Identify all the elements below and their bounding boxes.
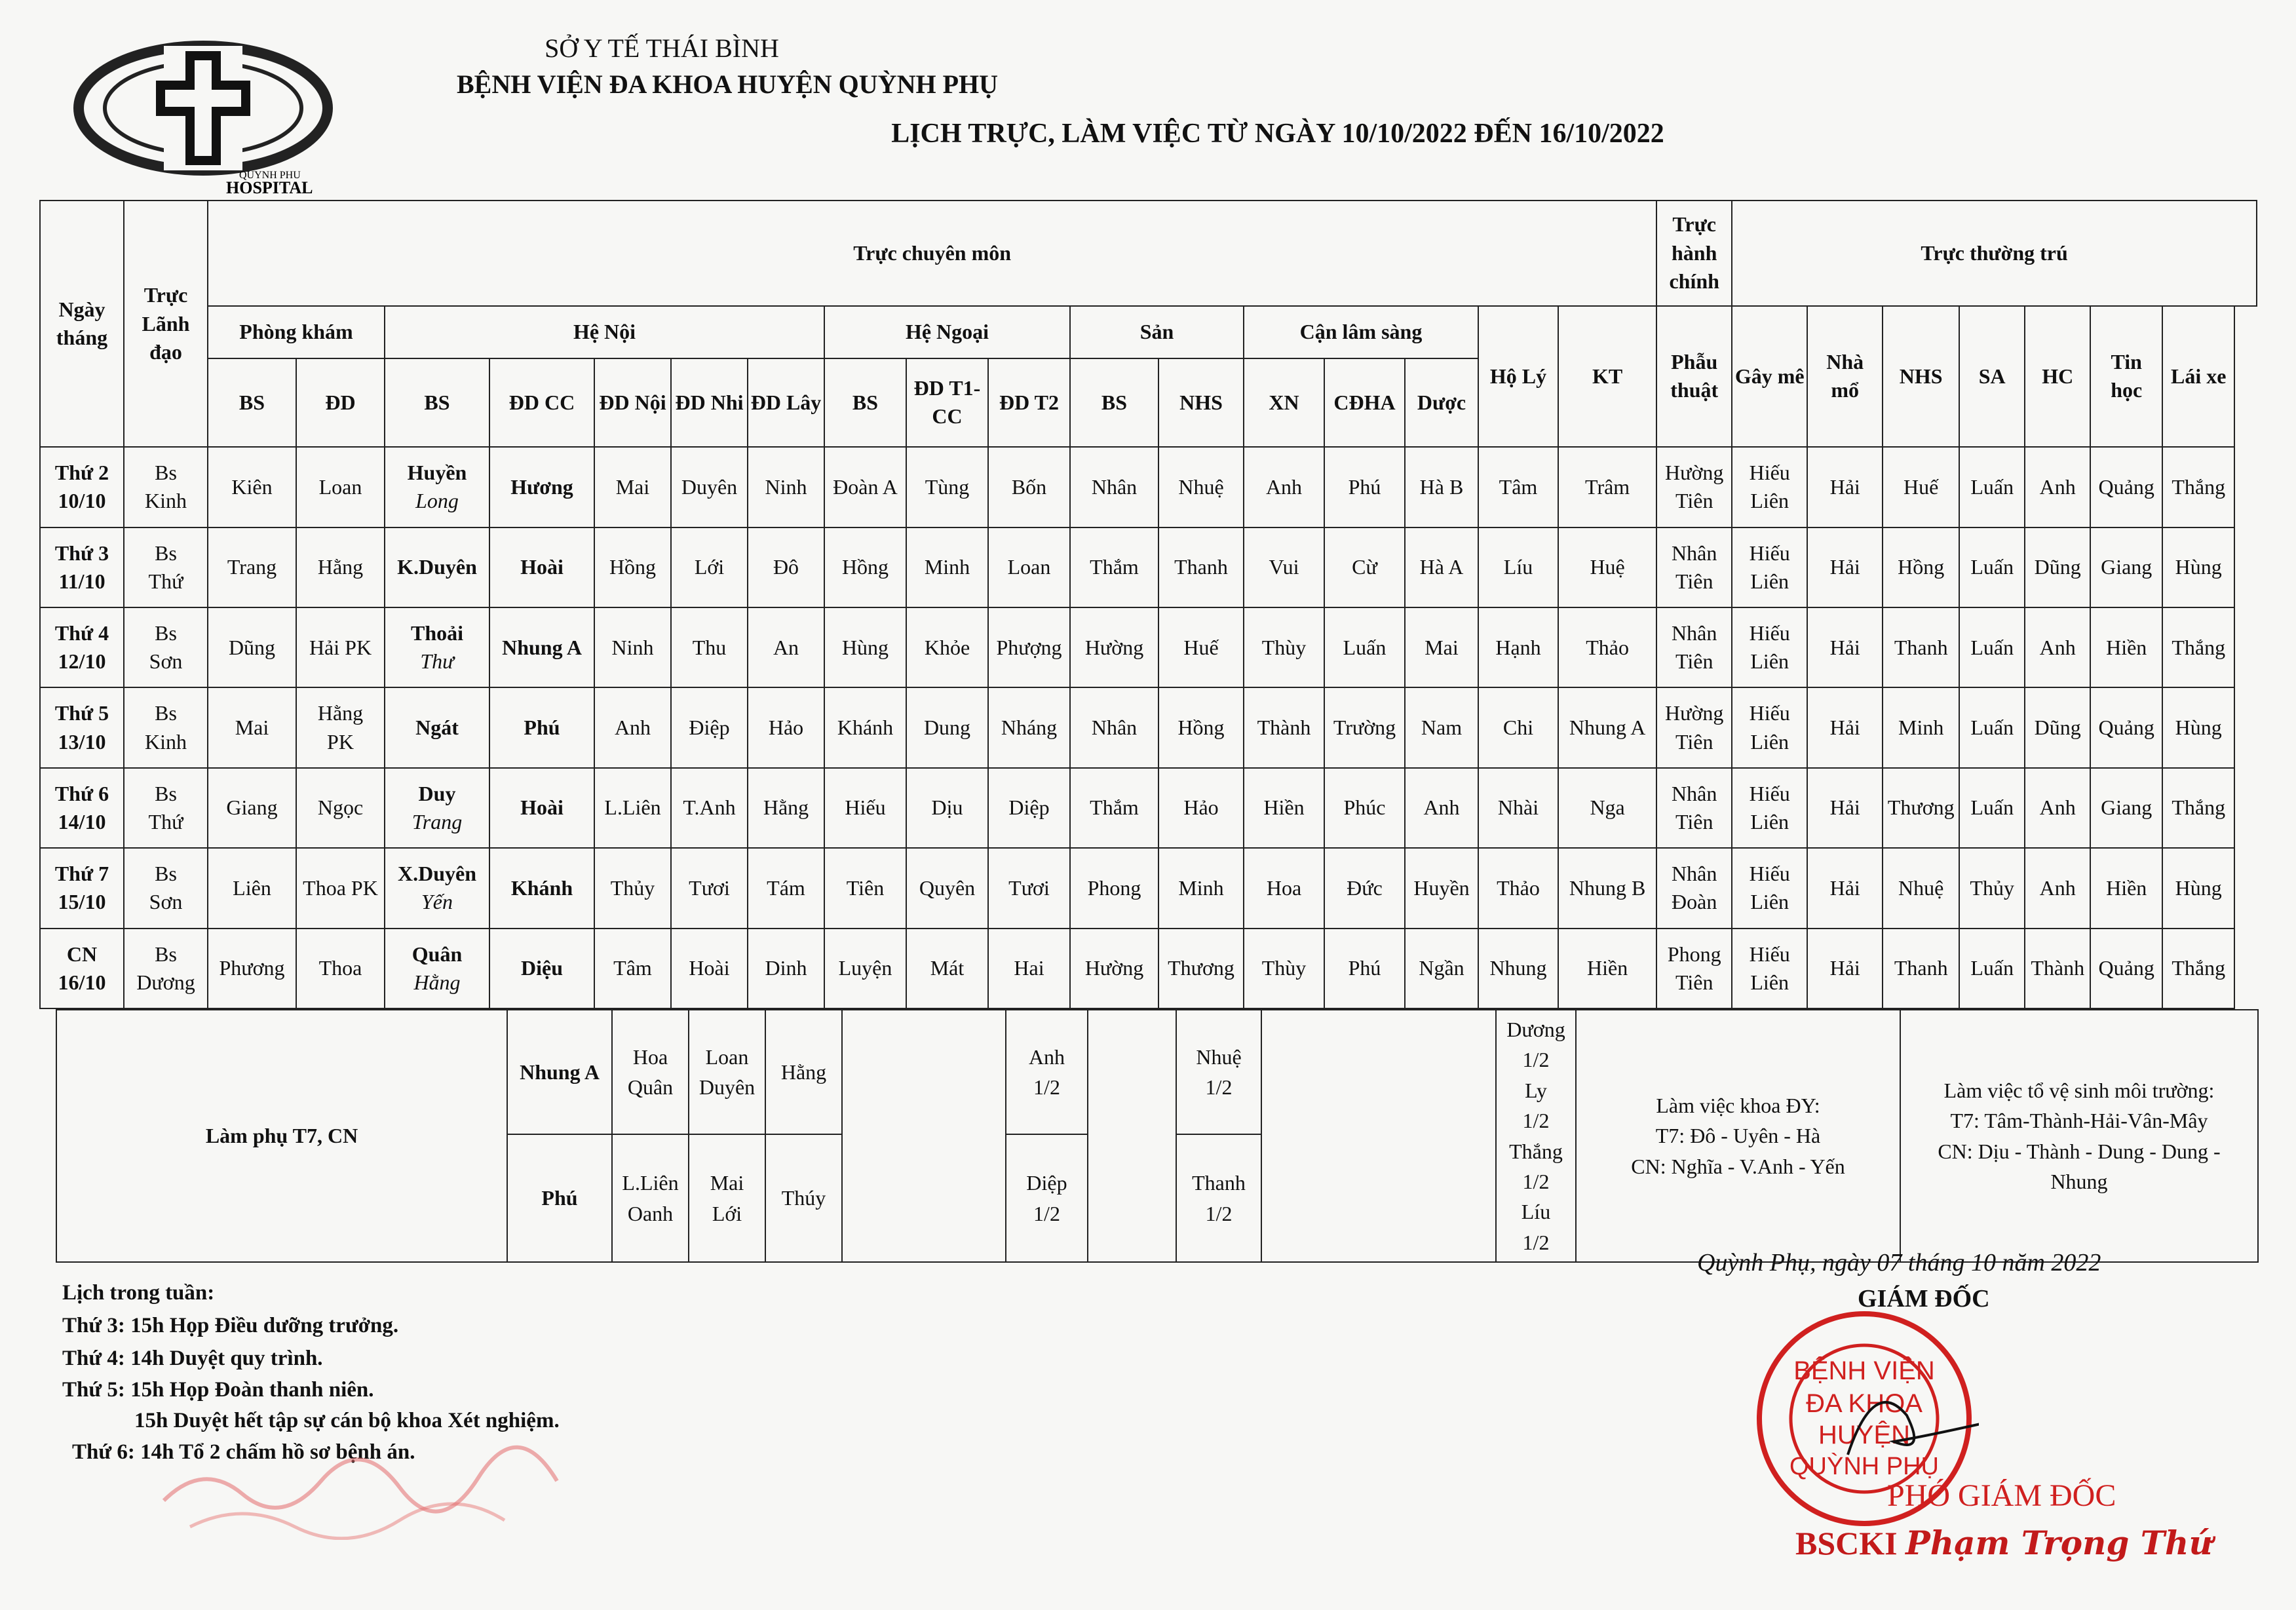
- cell-kt: Nhung B: [1558, 848, 1656, 928]
- cell-xn: Thùy: [1244, 607, 1324, 687]
- cell-san-nhs: Thương: [1158, 929, 1244, 1008]
- cell-kt: Hiền: [1558, 929, 1656, 1008]
- seal-line: BỆNH VIỆN: [1793, 1356, 1935, 1385]
- extra-lay-1: Hằng: [765, 1010, 842, 1134]
- hospital-logo: [72, 33, 334, 197]
- cell-hn-bs: Ngát: [385, 687, 489, 767]
- cell-hn-ddcc: Nhung A: [489, 607, 594, 687]
- cell-ng-t1: Dung: [906, 687, 988, 767]
- col-sa: SA: [1959, 306, 2025, 448]
- cell-xn: Vui: [1244, 527, 1324, 607]
- cell-pk-dd: Hải PK: [296, 607, 385, 687]
- extra-nhi-2: Mai Lới: [689, 1134, 765, 1262]
- signer-line: [1795, 1524, 2213, 1562]
- cell-cdha: Phú: [1324, 929, 1405, 1008]
- cell-nm: Hải: [1807, 447, 1883, 527]
- sub-dd-nhi: ĐD Nhi: [671, 358, 748, 447]
- cell-ng-t2: Loan: [988, 527, 1070, 607]
- cell-kt: Huệ: [1558, 527, 1656, 607]
- cell-sa: Luấn: [1959, 929, 2025, 1008]
- cell-th: Quảng: [2090, 929, 2162, 1008]
- logo-bottom-text: HOSPITAL: [226, 178, 313, 197]
- cell-ng-bs: Khánh: [824, 687, 906, 767]
- cell-san-nhs: Hảo: [1158, 768, 1244, 848]
- cell-holy: Nhài: [1478, 768, 1558, 848]
- cell-san-nhs: Minh: [1158, 848, 1244, 928]
- sub-ng-bs: BS: [824, 358, 906, 447]
- cell-dd-lay: Hằng: [748, 768, 824, 848]
- cell-dd-noi: Thủy: [594, 848, 671, 928]
- cell-duoc: Huyền: [1405, 848, 1478, 928]
- cell-duoc: Mai: [1405, 607, 1478, 687]
- extra-ddcc-1: Nhung A: [507, 1010, 612, 1134]
- ve-sinh-note: Làm việc tổ vệ sinh môi trường: T7: Tâm-Thành-Hải-Vân-Mây CN: Dịu - Thành - Dung - Dung - Nhung: [1900, 1010, 2258, 1262]
- cell-hn-ddcc: Hoài: [489, 768, 594, 848]
- cell-leader: Bs Dương: [124, 929, 208, 1008]
- cell-pk-dd: Hằng PK: [296, 687, 385, 767]
- group-truc-chuyen-mon: Trực chuyên môn: [208, 201, 1656, 306]
- cell-cdha: Đức: [1324, 848, 1405, 928]
- cell-leader: Bs Thứ: [124, 527, 208, 607]
- cell-lx: Hùng: [2162, 527, 2234, 607]
- weekly-line: Thứ 3: 15h Họp Điều dưỡng trưởng.: [62, 1314, 399, 1337]
- col-truc-lanh-dao: Trực Lãnh đạo: [124, 201, 208, 447]
- cell-ng-bs: Đoàn A: [824, 447, 906, 527]
- cell-duoc: Nam: [1405, 687, 1478, 767]
- cell-pk-dd: Hằng: [296, 527, 385, 607]
- cell-dd-lay: Đô: [748, 527, 824, 607]
- cell-cdha: Phú: [1324, 447, 1405, 527]
- schedule-row: [40, 607, 2257, 687]
- cell-dd-nhi: T.Anh: [671, 768, 748, 848]
- sub-pk-bs: BS: [208, 358, 296, 447]
- cell-kt: Nhung A: [1558, 687, 1656, 767]
- cell-hn-ddcc: Hương: [489, 447, 594, 527]
- cell-dd-noi: Anh: [594, 687, 671, 767]
- extra-t2-1: Anh 1/2: [1006, 1010, 1088, 1134]
- col-ngay-thang: Ngày tháng: [40, 201, 124, 447]
- cell-lx: Thắng: [2162, 768, 2234, 848]
- cell-kt: Thảo: [1558, 607, 1656, 687]
- cell-sa: Thủy: [1959, 848, 2025, 928]
- cell-pk-bs: Trang: [208, 527, 296, 607]
- cell-nm: Hải: [1807, 929, 1883, 1008]
- cell-dd-nhi: Lới: [671, 527, 748, 607]
- cell-day: Thứ 2 10/10: [40, 447, 124, 527]
- extra-t2-2: Diệp 1/2: [1006, 1134, 1088, 1262]
- cell-ng-t1: Minh: [906, 527, 988, 607]
- sub-hn-bs: BS: [385, 358, 489, 447]
- cell-hn-ddcc: Khánh: [489, 848, 594, 928]
- sub-cdha: CĐHA: [1324, 358, 1405, 447]
- extra-nhs-2: Thanh 1/2: [1176, 1134, 1261, 1262]
- cell-nm: Hải: [1807, 607, 1883, 687]
- signer-prefix: BSCKI: [1795, 1525, 1898, 1562]
- cell-hc: Dũng: [2025, 527, 2090, 607]
- cell-pk-bs: Kiên: [208, 447, 296, 527]
- schedule-row: [40, 447, 2257, 527]
- cell-th: Hiền: [2090, 607, 2162, 687]
- cell-hc: Dũng: [2025, 687, 2090, 767]
- cell-hc: Anh: [2025, 768, 2090, 848]
- sub-san-bs: BS: [1070, 358, 1158, 447]
- cell-san-bs: Thắm: [1070, 527, 1158, 607]
- sub-dd-noi: ĐD Nội: [594, 358, 671, 447]
- cell-ng-t1: Tùng: [906, 447, 988, 527]
- sub-ng-t1: ĐD T1-CC: [906, 358, 988, 447]
- seal-line: QUỲNH PHỤ: [1789, 1453, 1940, 1480]
- cell-dd-noi: Tâm: [594, 929, 671, 1008]
- cell-nhs: Thanh: [1883, 607, 1959, 687]
- schedule-row: [40, 929, 2257, 1008]
- cell-sa: Luấn: [1959, 447, 2025, 527]
- cell-ng-t2: Diệp: [988, 768, 1070, 848]
- cell-lx: Hùng: [2162, 687, 2234, 767]
- sub-pk-dd: ĐD: [296, 358, 385, 447]
- cell-pk-dd: Ngọc: [296, 768, 385, 848]
- cell-leader: Bs Kinh: [124, 687, 208, 767]
- cell-leader: Bs Thứ: [124, 768, 208, 848]
- cell-san-bs: Nhân: [1070, 687, 1158, 767]
- cell-duoc: Hà B: [1405, 447, 1478, 527]
- cell-ng-bs: Luyện: [824, 929, 906, 1008]
- cell-pt: Nhân Tiên: [1656, 527, 1732, 607]
- cell-dd-nhi: Hoài: [671, 929, 748, 1008]
- sub-san-nhs: NHS: [1158, 358, 1244, 447]
- col-hc: HC: [2025, 306, 2090, 448]
- extra-nhs-1: Nhuệ 1/2: [1176, 1010, 1261, 1134]
- cell-hc: Anh: [2025, 447, 2090, 527]
- cell-holy: Tâm: [1478, 447, 1558, 527]
- cell-pk-bs: Mai: [208, 687, 296, 767]
- cell-pk-bs: Liên: [208, 848, 296, 928]
- cell-hn-ddcc: Diệu: [489, 929, 594, 1008]
- cell-xn: Thùy: [1244, 929, 1324, 1008]
- weekly-line: Thứ 6: 14h Tổ 2 chấm hồ sơ bệnh án.: [72, 1440, 415, 1464]
- extra-holy: Dương 1/2 Ly 1/2 Thắng 1/2 Líu 1/2: [1496, 1010, 1576, 1262]
- cell-nhs: Nhuệ: [1883, 848, 1959, 928]
- cell-hn-ddcc: Phú: [489, 687, 594, 767]
- sub-dd-lay: ĐD Lây: [748, 358, 824, 447]
- cell-duoc: Anh: [1405, 768, 1478, 848]
- extra-empty-cls: [1261, 1010, 1496, 1262]
- cell-san-nhs: Hồng: [1158, 687, 1244, 767]
- cell-lx: Thắng: [2162, 447, 2234, 527]
- sign-date: Quỳnh Phụ, ngày 07 tháng 10 năm 2022: [1697, 1249, 2101, 1276]
- extra-ddcc-2: Phú: [507, 1134, 612, 1262]
- cell-dd-lay: Dinh: [748, 929, 824, 1008]
- cell-hc: Thành: [2025, 929, 2090, 1008]
- extra-noi-1: Hoa Quân: [612, 1010, 689, 1134]
- schedule-row: [40, 768, 2257, 848]
- cell-ng-t2: Nháng: [988, 687, 1070, 767]
- extra-lay-2: Thúy: [765, 1134, 842, 1262]
- weekly-line: Thứ 4: 14h Duyệt quy trình.: [62, 1347, 323, 1370]
- duty-schedule-table: [39, 200, 2257, 1009]
- cell-san-bs: Nhân: [1070, 447, 1158, 527]
- cell-sa: Luấn: [1959, 607, 2025, 687]
- lam-phu-label: Làm phụ T7, CN: [56, 1010, 507, 1262]
- hospital-name: BỆNH VIỆN ĐA KHOA HUYỆN QUỲNH PHỤ: [456, 69, 998, 99]
- cell-sa: Luấn: [1959, 768, 2025, 848]
- schedule-row: [40, 848, 2257, 928]
- cell-cdha: Luấn: [1324, 607, 1405, 687]
- cell-lx: Hùng: [2162, 848, 2234, 928]
- cell-gm: Hiếu Liên: [1732, 447, 1807, 527]
- cell-dd-lay: Hảo: [748, 687, 824, 767]
- logo-top-text: QUYNH PHU: [239, 170, 301, 181]
- cell-pk-bs: Giang: [208, 768, 296, 848]
- cell-pt: Nhân Tiên: [1656, 607, 1732, 687]
- cell-pk-dd: Thoa PK: [296, 848, 385, 928]
- cell-hn-bs: X.Duyên Yến: [385, 848, 489, 928]
- cell-pk-dd: Thoa: [296, 929, 385, 1008]
- cell-nhs: Hồng: [1883, 527, 1959, 607]
- cell-dd-lay: Ninh: [748, 447, 824, 527]
- cell-dd-noi: Mai: [594, 447, 671, 527]
- cell-ng-t2: Tươi: [988, 848, 1070, 928]
- group-truc-thuong-tru: Trực thường trú: [1732, 201, 2257, 306]
- group-phong-kham: Phòng khám: [208, 306, 385, 358]
- cell-ng-bs: Hùng: [824, 607, 906, 687]
- col-nhs: NHS: [1883, 306, 1959, 448]
- cell-ng-t1: Mát: [906, 929, 988, 1008]
- cell-th: Giang: [2090, 768, 2162, 848]
- cell-gm: Hiếu Liên: [1732, 768, 1807, 848]
- cell-holy: Hạnh: [1478, 607, 1558, 687]
- cell-holy: Thảo: [1478, 848, 1558, 928]
- cell-th: Giang: [2090, 527, 2162, 607]
- cell-san-bs: Hường: [1070, 607, 1158, 687]
- cell-day: CN 16/10: [40, 929, 124, 1008]
- cell-hn-bs: Huyền Long: [385, 447, 489, 527]
- group-truc-hanh-chinh: Trực hành chính: [1656, 201, 1732, 306]
- cell-kt: Trâm: [1558, 447, 1656, 527]
- cell-san-bs: Thắm: [1070, 768, 1158, 848]
- cell-pk-bs: Dũng: [208, 607, 296, 687]
- cell-dd-nhi: Tươi: [671, 848, 748, 928]
- cell-leader: Bs Kinh: [124, 447, 208, 527]
- schedule-row: [40, 527, 2257, 607]
- sub-duoc: Dược: [1405, 358, 1478, 447]
- cell-nm: Hải: [1807, 848, 1883, 928]
- weekly-line: 15h Duyệt hết tập sự cán bộ khoa Xét nghiệm.: [134, 1409, 560, 1432]
- sub-xn: XN: [1244, 358, 1324, 447]
- cell-day: Thứ 7 15/10: [40, 848, 124, 928]
- cell-ng-bs: Hồng: [824, 527, 906, 607]
- group-he-noi: Hệ Nội: [385, 306, 824, 358]
- cell-holy: Nhung: [1478, 929, 1558, 1008]
- cell-sa: Luấn: [1959, 527, 2025, 607]
- cell-dd-noi: Ninh: [594, 607, 671, 687]
- cell-kt: Nga: [1558, 768, 1656, 848]
- cell-pt: Hường Tiên: [1656, 687, 1732, 767]
- ghost-stamp-mark: [151, 1422, 622, 1540]
- cell-nhs: Huế: [1883, 447, 1959, 527]
- cell-nm: Hải: [1807, 768, 1883, 848]
- cell-xn: Hoa: [1244, 848, 1324, 928]
- cell-th: Quảng: [2090, 687, 2162, 767]
- cell-hn-bs: Duy Trang: [385, 768, 489, 848]
- sub-ng-t2: ĐD T2: [988, 358, 1070, 447]
- cell-pt: Nhân Đoàn: [1656, 848, 1732, 928]
- cell-holy: Chi: [1478, 687, 1558, 767]
- cell-lx: Thắng: [2162, 929, 2234, 1008]
- col-ho-ly: Hộ Lý: [1478, 306, 1558, 448]
- cell-dd-nhi: Duyên: [671, 447, 748, 527]
- seal-line: ĐA KHOA: [1806, 1389, 1923, 1418]
- col-nha-mo: Nhà mổ: [1807, 306, 1883, 448]
- header-row-2: [40, 306, 2257, 358]
- cell-xn: Anh: [1244, 447, 1324, 527]
- cell-day: Thứ 4 12/10: [40, 607, 124, 687]
- cell-dd-nhi: Điệp: [671, 687, 748, 767]
- cell-day: Thứ 3 11/10: [40, 527, 124, 607]
- schedule-row: [40, 687, 2257, 767]
- cell-ng-bs: Hiếu: [824, 768, 906, 848]
- cell-leader: Bs Sơn: [124, 607, 208, 687]
- col-phau-thuat: Phẫu thuật: [1656, 306, 1732, 448]
- group-san: Sản: [1070, 306, 1244, 358]
- cell-holy: Líu: [1478, 527, 1558, 607]
- cell-cdha: Cừ: [1324, 527, 1405, 607]
- cell-th: Hiền: [2090, 848, 2162, 928]
- cell-gm: Hiếu Liên: [1732, 929, 1807, 1008]
- cell-hn-bs: Thoải Thư: [385, 607, 489, 687]
- cell-gm: Hiếu Liên: [1732, 687, 1807, 767]
- cell-nm: Hải: [1807, 527, 1883, 607]
- extra-nhi-1: Loan Duyên: [689, 1010, 765, 1134]
- cell-cdha: Trường: [1324, 687, 1405, 767]
- cell-day: Thứ 6 14/10: [40, 768, 124, 848]
- extra-duty-table: [56, 1009, 2259, 1263]
- cell-xn: Hiền: [1244, 768, 1324, 848]
- cell-pt: Phong Tiên: [1656, 929, 1732, 1008]
- cell-th: Quảng: [2090, 447, 2162, 527]
- cell-leader: Bs Sơn: [124, 848, 208, 928]
- cell-dd-noi: L.Liên: [594, 768, 671, 848]
- cell-duoc: Hà A: [1405, 527, 1478, 607]
- cell-gm: Hiếu Liên: [1732, 607, 1807, 687]
- cell-dd-lay: An: [748, 607, 824, 687]
- cell-pt: Hường Tiên: [1656, 447, 1732, 527]
- col-gay-me: Gây mê: [1732, 306, 1807, 448]
- cell-dd-nhi: Thu: [671, 607, 748, 687]
- col-kt: KT: [1558, 306, 1656, 448]
- cell-dd-lay: Tám: [748, 848, 824, 928]
- weekly-title: Lịch trong tuần:: [62, 1281, 215, 1305]
- cell-san-bs: Hường: [1070, 929, 1158, 1008]
- cell-day: Thứ 5 13/10: [40, 687, 124, 767]
- cell-hn-bs: K.Duyên: [385, 527, 489, 607]
- cell-ng-bs: Tiên: [824, 848, 906, 928]
- cell-nhs: Thanh: [1883, 929, 1959, 1008]
- cell-san-nhs: Thanh: [1158, 527, 1244, 607]
- khoa-dy-note: Làm việc khoa ĐY: T7: Đô - Uyên - Hà CN: Nghĩa - V.Anh - Yến: [1576, 1010, 1900, 1262]
- signer-name: Phạm Trọng Thứ: [1905, 1524, 2213, 1562]
- cell-duoc: Ngần: [1405, 929, 1478, 1008]
- cell-nm: Hải: [1807, 687, 1883, 767]
- cell-san-nhs: Huế: [1158, 607, 1244, 687]
- col-tin-hoc: Tin học: [2090, 306, 2162, 448]
- cell-ng-t2: Bốn: [988, 447, 1070, 527]
- cell-gm: Hiếu Liên: [1732, 848, 1807, 928]
- sub-hn-ddcc: ĐD CC: [489, 358, 594, 447]
- extra-noi-2: L.Liên Oanh: [612, 1134, 689, 1262]
- cell-ng-t1: Dịu: [906, 768, 988, 848]
- cell-nhs: Thương: [1883, 768, 1959, 848]
- cell-hn-ddcc: Hoài: [489, 527, 594, 607]
- cell-sa: Luấn: [1959, 687, 2025, 767]
- extra-empty-ngoai: [842, 1010, 1006, 1262]
- seal-line: HUYỆN: [1818, 1421, 1911, 1449]
- cell-ng-t1: Khỏe: [906, 607, 988, 687]
- cell-pk-dd: Loan: [296, 447, 385, 527]
- cell-ng-t1: Quyên: [906, 848, 988, 928]
- col-lai-xe: Lái xe: [2162, 306, 2234, 448]
- cell-hc: Anh: [2025, 607, 2090, 687]
- extra-empty-san-bs: [1088, 1010, 1176, 1262]
- cell-ng-t2: Hai: [988, 929, 1070, 1008]
- deputy-director-title: PHÓ GIÁM ĐỐC: [1887, 1478, 2116, 1513]
- cell-lx: Thắng: [2162, 607, 2234, 687]
- cell-san-nhs: Nhuệ: [1158, 447, 1244, 527]
- cell-pt: Nhân Tiên: [1656, 768, 1732, 848]
- cell-san-bs: Phong: [1070, 848, 1158, 928]
- department-name: SỞ Y TẾ THÁI BÌNH: [545, 33, 779, 63]
- cell-dd-noi: Hồng: [594, 527, 671, 607]
- cell-gm: Hiếu Liên: [1732, 527, 1807, 607]
- schedule-title: LỊCH TRỰC, LÀM VIỆC TỪ NGÀY 10/10/2022 ĐẾN 16/10/2022: [891, 119, 1664, 149]
- cell-xn: Thành: [1244, 687, 1324, 767]
- director-title: GIÁM ĐỐC: [1858, 1285, 1990, 1313]
- group-he-ngoai: Hệ Ngoại: [824, 306, 1070, 358]
- header-row-1: [40, 201, 2257, 306]
- cell-nhs: Minh: [1883, 687, 1959, 767]
- group-can-lam-sang: Cận lâm sàng: [1244, 306, 1478, 358]
- cell-pk-bs: Phương: [208, 929, 296, 1008]
- cell-cdha: Phúc: [1324, 768, 1405, 848]
- cell-ng-t2: Phượng: [988, 607, 1070, 687]
- weekly-line: Thứ 5: 15h Họp Đoàn thanh niên.: [62, 1378, 374, 1402]
- cell-hn-bs: Quân Hằng: [385, 929, 489, 1008]
- cell-hc: Anh: [2025, 848, 2090, 928]
